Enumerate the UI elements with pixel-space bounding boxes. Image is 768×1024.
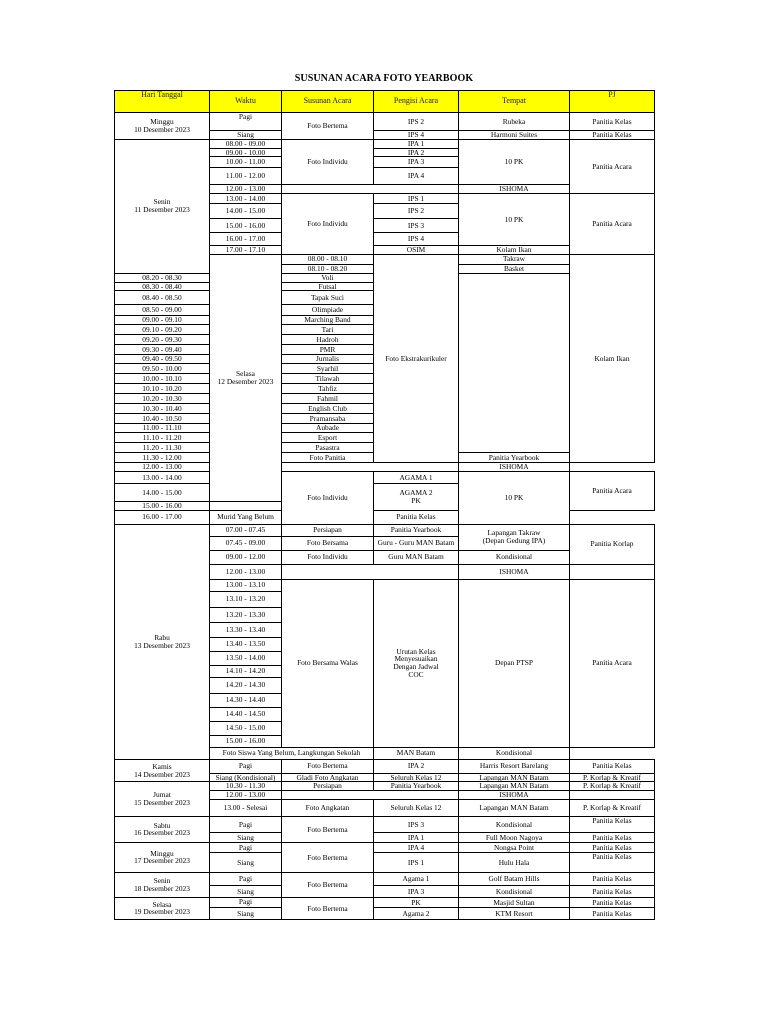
table-cell: 10.30 - 11.30 — [210, 782, 282, 791]
table-cell: Olimpiade — [282, 305, 374, 316]
table-cell: 13.00 - 14.00 — [115, 471, 210, 483]
table-cell: 07.45 - 09.00 — [210, 536, 282, 550]
table-cell: IPA 4 — [374, 842, 459, 852]
table-cell: Harmoni Suites — [459, 131, 570, 140]
table-cell: 09.00 - 10.00 — [210, 148, 282, 157]
cell-line: Senin — [153, 876, 171, 886]
table-row — [115, 759, 655, 773]
table-cell: Panitia Yearbook — [374, 524, 459, 536]
table-row — [115, 816, 655, 832]
table-cell: AGAMA 1 — [374, 471, 459, 483]
cell-line: (Depan Gedung IPA) — [482, 536, 546, 546]
table-cell: Foto Bertema — [282, 816, 374, 842]
table-row — [115, 510, 655, 524]
table-cell: Kondisional — [459, 747, 570, 759]
table-cell: Pagi — [210, 816, 282, 832]
table-cell: Foto Bertema — [282, 113, 374, 140]
table-cell: 11.00 - 12.00 — [210, 168, 282, 185]
table-cell: 13.10 - 13.20 — [210, 591, 282, 607]
table-cell: Foto Individu — [282, 550, 374, 564]
cell-line: Senin — [153, 197, 171, 207]
table-cell: Panitia Kelas — [570, 816, 655, 832]
table-cell: IPA 3 — [374, 157, 459, 168]
table-cell: ISHOMA — [459, 463, 570, 472]
table-header — [115, 91, 655, 113]
table-cell: 12.00 - 13.00 — [210, 791, 282, 800]
cell-line: COC — [408, 669, 424, 679]
table-cell: 17.00 - 17.10 — [210, 246, 282, 255]
table-cell: Foto Bertema — [282, 872, 374, 897]
cell-line: 11 Desember 2023 — [134, 205, 190, 215]
table-cell: Panitia Kelas — [570, 852, 655, 872]
table-cell: 10.00 - 11.00 — [210, 157, 282, 168]
table-cell — [282, 791, 459, 800]
table-row — [115, 842, 655, 852]
table-cell: Foto Siswa Yang Belum, Langkungan Sekolah — [210, 747, 374, 759]
table-cell: Lapangan MAN Batam — [459, 782, 570, 791]
table-cell: Depan PTSP — [459, 579, 570, 747]
table-cell: Panitia Acara — [570, 194, 655, 255]
table-cell: ISHOMA — [459, 564, 570, 579]
table-row — [115, 139, 655, 148]
table-cell: 12.00 - 13.00 — [115, 463, 210, 472]
table-cell: Kolam Ikan — [570, 254, 655, 462]
table-cell: ISHOMA — [459, 791, 570, 800]
table-cell: Basket — [459, 264, 570, 273]
table-row — [115, 872, 655, 885]
cell-line: 13 Desember 2023 — [134, 640, 190, 650]
cell-line: 16 Desember 2023 — [134, 828, 190, 838]
table-cell: Persiapan — [282, 782, 374, 791]
table-cell: IPA 1 — [374, 832, 459, 842]
table-cell: 13.20 - 13.30 — [210, 607, 282, 622]
cell-line: Jumat — [153, 790, 171, 800]
table-cell: IPS 4 — [374, 233, 459, 246]
cell-line: 18 Desember 2023 — [134, 883, 190, 893]
table-cell: 10.10 - 10.20 — [115, 384, 210, 394]
table-cell: PMR — [282, 345, 374, 355]
table-row — [115, 113, 655, 131]
table-row — [115, 897, 655, 907]
table-cell: Kolam Ikan — [459, 246, 570, 255]
table-cell: 16.00 - 17.00 — [210, 233, 282, 246]
table-cell: 13.00 - 13.10 — [210, 579, 282, 591]
cell-line: Sabtu — [153, 820, 171, 830]
table-cell: IPS 2 — [374, 204, 459, 219]
table-cell: 12.00 - 13.00 — [210, 185, 282, 194]
table-cell: Masjid Sultan — [459, 897, 570, 907]
table-cell: Panitia Yearbook — [374, 782, 459, 791]
table-cell: IPS 2 — [374, 113, 459, 131]
table-cell: 10.00 - 10.10 — [115, 374, 210, 384]
table-cell: Foto Individu — [282, 471, 374, 524]
cell-line: 12 Desember 2023 — [217, 376, 274, 386]
table-cell — [459, 524, 570, 550]
table-cell: 11.20 - 11.30 — [115, 443, 210, 453]
table-cell: Pramansaba — [282, 414, 374, 424]
table-cell — [115, 897, 210, 919]
table-cell: Tapak Suci — [282, 291, 374, 305]
header-pengisi-acara: Pengisi Acara — [374, 91, 459, 113]
table-cell: Foto Ekstrakurikuler — [374, 254, 459, 462]
cell-line: 14 Desember 2023 — [134, 769, 190, 779]
table-cell: English Club — [282, 404, 374, 414]
table-cell: 12.00 - 13.00 — [210, 564, 282, 579]
table-cell: Harris Resort Barelang — [459, 759, 570, 773]
table-cell: Esport — [282, 433, 374, 443]
table-cell: Panitia Kelas — [570, 872, 655, 885]
table-cell: 10 PK — [459, 139, 570, 185]
table-cell: 10 PK — [459, 194, 570, 246]
table-cell: 07.00 - 07.45 — [210, 524, 282, 536]
header-pj: PJ — [570, 91, 655, 113]
table-cell: IPS 1 — [374, 852, 459, 872]
table-cell: 11.30 - 12.00 — [115, 453, 210, 463]
cell-line: Urutan Kelas — [396, 646, 436, 656]
table-cell: Persiapan — [282, 524, 374, 536]
table-cell — [115, 759, 210, 782]
table-cell: IPA 2 — [374, 148, 459, 157]
table-cell: Siang — [210, 852, 282, 872]
header-susunan-acara: Susunan Acara — [282, 91, 374, 113]
cell-line: 15 Desember 2023 — [134, 798, 190, 808]
table-cell — [282, 185, 459, 194]
table-cell — [115, 782, 210, 817]
table-cell: 14.10 - 14.20 — [210, 665, 282, 677]
table-cell: 13.00 - Selesai — [210, 799, 282, 816]
table-cell: Nongsa Point — [459, 842, 570, 852]
table-cell — [374, 483, 459, 510]
table-cell: 14.20 - 14.30 — [210, 677, 282, 693]
table-cell: Fahmil — [282, 394, 374, 404]
table-cell: 09.00 - 12.00 — [210, 550, 282, 564]
header-waktu: Waktu — [210, 91, 282, 113]
table-cell: Full Moon Nagoya — [459, 832, 570, 842]
table-cell — [282, 564, 459, 579]
table-cell: Guru - Guru MAN Batam — [374, 536, 459, 550]
table-cell — [115, 113, 210, 140]
page-title: SUSUNAN ACARA FOTO YEARBOOK — [294, 73, 474, 84]
table-cell: Siang — [210, 131, 282, 140]
table-cell: IPS 3 — [374, 219, 459, 233]
table-cell: 16.00 - 17.00 — [115, 510, 210, 524]
cell-line: 10 Desember 2023 — [134, 124, 190, 134]
table-row — [115, 524, 655, 536]
table-cell: Pagi — [210, 872, 282, 885]
table-cell: Futsal — [282, 282, 374, 291]
table-cell: Panitia Kelas — [570, 885, 655, 897]
schedule-table — [114, 90, 655, 920]
table-cell: Panitia Acara — [570, 139, 655, 193]
table-cell: 13.50 - 14.00 — [210, 651, 282, 665]
header-tempat: Tempat — [459, 91, 570, 113]
table-cell: 13.40 - 13.50 — [210, 637, 282, 651]
table-cell: Marching Band — [282, 316, 374, 325]
cell-line: Minggu — [150, 848, 174, 858]
table-cell: Siang — [210, 907, 282, 919]
table-cell: MAN Batam — [374, 747, 459, 759]
table-row — [115, 471, 655, 483]
table-cell: 09.10 - 09.20 — [115, 325, 210, 335]
table-cell: Panitia Acara — [570, 471, 655, 510]
table-cell: 09.50 - 10.00 — [115, 364, 210, 374]
table-cell: 14.30 - 14.40 — [210, 693, 282, 707]
cell-line: Selasa — [236, 369, 255, 379]
table-cell: 08.20 - 08.30 — [115, 273, 210, 282]
cell-line: Rabu — [154, 632, 170, 642]
table-cell: Foto Bertema — [282, 897, 374, 919]
table-cell: Syarhil — [282, 364, 374, 374]
table-cell: Gladi Foto Angkatan — [282, 773, 374, 782]
table-cell: 15.00 - 16.00 — [115, 501, 210, 510]
table-cell: 15.00 - 16.00 — [210, 219, 282, 233]
table-cell: Pagi — [210, 113, 282, 131]
table-cell: KTM Resort — [459, 907, 570, 919]
table-cell: 15.00 - 16.00 — [210, 735, 282, 747]
table-cell: Panitia Kelas — [570, 759, 655, 773]
table-cell: 10.30 - 10.40 — [115, 404, 210, 414]
table-cell: Murid Yang Belum — [210, 510, 282, 524]
table-cell: Panitia Korlap — [570, 524, 655, 564]
cell-line: Minggu — [150, 117, 174, 127]
table-cell: IPA 4 — [374, 168, 459, 185]
cell-line: 17 Desember 2023 — [134, 856, 190, 866]
table-cell: Pasastra — [282, 443, 374, 453]
table-cell: IPS 4 — [374, 131, 459, 140]
table-cell: Lapangan MAN Batam — [459, 799, 570, 816]
table-cell: Pagi — [210, 759, 282, 773]
table-cell: Panitia Kelas — [374, 510, 459, 524]
table-cell: Takraw — [459, 254, 570, 264]
cell-line: PK — [411, 495, 421, 505]
table-cell: Tilawah — [282, 374, 374, 384]
table-cell: Panitia Kelas — [570, 131, 655, 140]
table-body — [115, 113, 655, 920]
table-cell: 08.00 - 08.10 — [282, 254, 374, 264]
table-cell: IPA 2 — [374, 759, 459, 773]
table-cell: 13.00 - 14.00 — [210, 194, 282, 204]
cell-line: AGAMA 2 — [399, 488, 433, 497]
table-cell: 14.40 - 14.50 — [210, 707, 282, 721]
table-row — [115, 782, 655, 791]
table-cell: 13.30 - 13.40 — [210, 622, 282, 637]
table-cell: Pagi — [210, 897, 282, 907]
table-cell: Guru MAN Batam — [374, 550, 459, 564]
table-cell: IPA 3 — [374, 885, 459, 897]
table-cell: Voli — [282, 273, 374, 282]
table-cell — [115, 872, 210, 897]
table-cell — [115, 816, 210, 842]
table-cell: OSIM — [374, 246, 459, 255]
table-cell: IPA 1 — [374, 139, 459, 148]
cell-line: 19 Desember 2023 — [134, 907, 190, 917]
table-cell: Hadroh — [282, 335, 374, 345]
table-cell: Panitia Kelas — [570, 907, 655, 919]
table-cell: P. Korlap & Kreatif — [570, 782, 655, 791]
table-cell — [570, 791, 655, 800]
table-cell: Foto Individu — [282, 194, 374, 255]
table-cell — [282, 463, 459, 472]
table-cell — [570, 564, 655, 579]
table-cell: Panitia Kelas — [570, 113, 655, 131]
table-cell: Panitia Kelas — [570, 897, 655, 907]
table-cell: Tari — [282, 325, 374, 335]
table-cell: 08.40 - 08.50 — [115, 291, 210, 305]
table-cell: P. Korlap & Kreatif — [570, 799, 655, 816]
table-cell: Seluruh Kelas 12 — [374, 799, 459, 816]
table-cell: 14.00 - 15.00 — [115, 483, 210, 501]
table-cell: 11.10 - 11.20 — [115, 433, 210, 443]
table-cell: Tahfiz — [282, 384, 374, 394]
table-cell: Siang — [210, 885, 282, 897]
table-cell: 08.10 - 08.20 — [282, 264, 374, 273]
table-cell: Hulu Hala — [459, 852, 570, 872]
table-cell: 11.00 - 11.10 — [115, 424, 210, 433]
table-cell: 14.00 - 15.00 — [210, 204, 282, 219]
table-cell: Foto Panitia — [282, 453, 374, 463]
table-cell: Panitia Kelas — [570, 842, 655, 852]
table-cell: Foto Bersama Walas — [282, 579, 374, 747]
table-cell: Panitia Acara — [570, 579, 655, 747]
table-cell — [115, 139, 210, 273]
table-cell — [210, 254, 282, 501]
table-cell: Aubade — [282, 424, 374, 433]
cell-line: Menyesuaikan — [394, 654, 438, 664]
table-cell: Panitia Kelas — [570, 832, 655, 842]
cell-line: Lapangan Takraw — [487, 528, 541, 538]
table-cell — [115, 524, 210, 759]
cell-line: Kamis — [152, 761, 172, 771]
table-cell: P. Korlap & Kreatif — [570, 773, 655, 782]
table-cell: 09.20 - 09.30 — [115, 335, 210, 345]
table-cell: Rubeka — [459, 113, 570, 131]
header-hari-tanggal: Hari Tanggal — [115, 91, 210, 113]
table-cell: 09.00 - 09.10 — [115, 316, 210, 325]
table-cell: 08.50 - 09.00 — [115, 305, 210, 316]
table-cell: Kondisional — [459, 816, 570, 832]
table-cell: Panitia Yearbook — [459, 453, 570, 463]
table-cell: IPS 3 — [374, 816, 459, 832]
table-cell — [374, 579, 459, 747]
table-cell: 10.20 - 10.30 — [115, 394, 210, 404]
table-cell: IPS 1 — [374, 194, 459, 204]
table-cell: Foto Bersama — [282, 536, 374, 550]
table-cell: Foto Individu — [282, 139, 374, 185]
table-cell: Kondisional — [459, 885, 570, 897]
table-cell: 14.50 - 15.00 — [210, 721, 282, 735]
table-cell: Seluruh Kelas 12 — [374, 773, 459, 782]
table-cell: Siang (Kondisional) — [210, 773, 282, 782]
cell-line: Selasa — [152, 899, 172, 909]
table-cell: Foto Bertema — [282, 842, 374, 872]
table-cell: 09.40 - 09.50 — [115, 355, 210, 364]
table-cell: Agama 1 — [374, 872, 459, 885]
table-cell: PK — [374, 897, 459, 907]
table-cell: Foto Angkatan — [282, 799, 374, 816]
table-cell: 10 PK — [459, 471, 570, 524]
table-cell: 08.00 - 09.00 — [210, 139, 282, 148]
table-cell: Jurnalis — [282, 355, 374, 364]
table-cell: Siang — [210, 832, 282, 842]
table-cell: Foto Bertema — [282, 759, 374, 773]
cell-line: Dengan Jadwal — [393, 662, 439, 672]
table-cell: Agama 2 — [374, 907, 459, 919]
table-cell: Golf Batam Hills — [459, 872, 570, 885]
table-row — [115, 463, 655, 472]
table-cell: Pagi — [210, 842, 282, 852]
table-cell: Lapangan MAN Batam — [459, 773, 570, 782]
table-cell: 08.30 - 08.40 — [115, 282, 210, 291]
table-cell: 10.40 - 10.50 — [115, 414, 210, 424]
table-cell: ISHOMA — [459, 185, 570, 194]
table-cell — [115, 842, 210, 872]
table-cell: Kondisional — [459, 550, 570, 564]
table-cell: 09.30 - 09.40 — [115, 345, 210, 355]
